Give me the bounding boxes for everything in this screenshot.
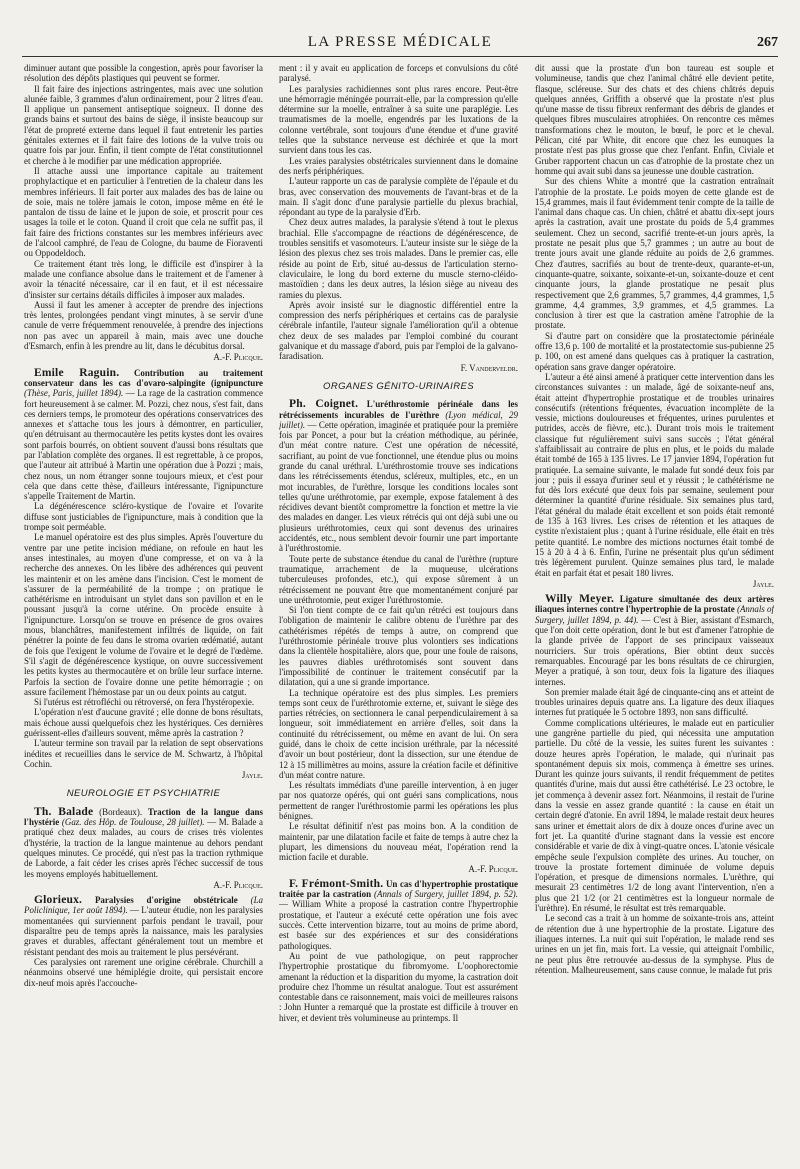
paragraph: L'auteur rapporte un cas de paralysie complète de l'épaule et du bras, avec conservation des mouvements de l'avant-bras et de la main. Il s'agit donc d'une paralysie partielle du plexus brachial, répondant au type de la paralysie d'Erb. <box>279 176 518 218</box>
signature: A.-F. Plicque. <box>213 352 263 363</box>
article-coignet <box>279 399 518 553</box>
paragraph: Si d'autre part on considère que la prostatectomie périnéale offre 13,6 p. 100 de mortalité et la prostatectomie sus-pubienne 25 p. 100, on est amené dans quelques cas à pratiquer la castration, opération sans grave danger opératoire. <box>535 330 774 372</box>
article-body: — M. Balade a pratiqué chez deux malades, au cours de crises très violentes d'hystérie, la traction de la langue maintenue au dehors pendant quelques minutes. Ce procédé, qui n'est pas la traction rythmique de Laborde, a fait céder les crises après l'échec successif de tous les moyens employés habituellement. <box>24 817 263 879</box>
column-left <box>24 63 263 1161</box>
article-title: Contribution au traitement conservateur dans les cas d'ovaro-salpingite (ignipuncture <box>24 367 263 388</box>
article-title: Traction de la langue dans l'hystérie <box>24 806 263 828</box>
paragraph: Toute perte de substance étendue du canal de l'urèthre (rupture traumatique, arrachement de la muqueuse, ulcérations tuberculeuses profondes, etc.), qui expose sûrement à un rétrécissement ne pouvant être que momentanément conjuré par une uréthrotomie, peut exiger l'uréthrostomie. <box>279 553 518 605</box>
signature: A.-F. Plicque. <box>468 863 518 874</box>
article-author: Emile Raguin. <box>34 366 120 379</box>
paragraph: L'auteur a été ainsi amené à pratiquer cette intervention dans les circonstances suivantes : un malade, âgé de soixante-neuf ans, était atteint d'hypertrophie prostatique et de troubles urinaires consécutifs (rétentions fréquentes, évacuation incomplète de la vessie, mictions douloureuses et fréquentes, urines purulentes et putrides, accès de fièvre, etc.). Durant trois mois le traitement classique fut régulièrement suivi sans succès ; l'état général s'affaiblissait au contraire de plus en plus, et le poids du malade était tombé de 165 à 135 livres. Le 17 janvier 1894, l'opération fut pratiquée. La semaine suivante, le malade fut sondé deux fois par jour ; puis il essaya d'uriner seul et y réussit ; le cathétérisme ne fut dès lors exécuté que deux fois par semaine, seulement pour déterminer la quantité d'urine résiduale. Six semaines plus tard, l'état général du malade était excellent et son poids était remonté de 135 à 163 livres. Les crises de rétention et les attaques de cystite n'existaient plus ; quant à l'urine résiduale, elle était en très petite quantité. Le nombre des mictions nocturnes était tombé de 15 à 20 à 4 à 6. Enfin, l'urine ne présentait plus qu'un sédiment très légèrement purulent. Quinze semaines plus tard, le malade était en parfait état et pesait 180 livres. <box>535 371 774 578</box>
paragraph: La technique opératoire est des plus simples. Les premiers temps sont ceux de l'uréthrotomie externe, et, suivant le siège des parties rétrécies, on sectionnera le canal perpendiculairement à sa longueur, soit immédiatement en arrière d'elles, soit dans la continuité du rétrécissement, ou même en avant de lui. On sera guidé, dans le choix de cette incision uréthrale, par la nécessité d'avoir un bout postérieur, dont la dissection, sur une étendue de 12 à 15 millimètres au moins, assure la création facile et définitive d'un méat contre nature. <box>279 687 518 780</box>
signature: Jayle. <box>752 578 774 589</box>
article-author: Th. Balade <box>34 805 94 818</box>
section-heading-genito-urinary: ORGANES GÉNITO-URINAIRES <box>323 380 474 392</box>
paragraph: dit aussi que la prostate d'un bon taureau est souple et volumineuse, tandis que chez l'animal châtré elle devient petite, flasque, scléreuse. Sur des chats et des chiens châtrés depuis quelques années, Griffith a observé que la prostate n'est plus qu'une masse de tissu fibreux renfermant des débris de glandes et quelques fibres musculaires atrophiées. On rencontre ces mêmes transformations chez le mouton, le bœuf, le porc et le cheval. Pélican, cité par White, dit encore que chez les eunuques la prostate n'est pas plus grosse que chez l'enfant. Enfin, Civiale et Gruber rapportent chacun un cas d'atrophie de la prostate chez un homme qui avait subi dans sa jeunesse une double castration. <box>535 63 774 176</box>
article-citation: (Annals of Surgery, juillet 1894, p. 44). <box>535 604 774 625</box>
paragraph: Comme complications ultérieures, le malade eut en particulier une gangrène partielle du pied, qui nécessita une amputation partielle. Du côté de la vessie, les suites furent les suivantes : douze heures après l'opération, le malade, qui n'urinait pas spontanément depuis six mois, commença à émettre ses urines. Durant les quinze jours suivants, il rendit fréquemment de petites quantités d'urine, mais dut aussi être cathétérisé. Le 23 octobre, le jet commença à devenir assez fort. Néanmoins, il restait de l'urine dans la vessie en assez grande quantité : la cause en était un certain degré d'atonie. En avril 1894, le malade restait deux heures sans uriner et émettait alors de dix à douze onces d'urine avec un fort jet. La quantité d'urine stagnant dans la vessie est encore considérable et varie de dix à vingt-quatre onces. L'atonie vésicale empêche seule l'expulsion complète des urines. Au toucher, on trouve la prostate fortement diminuée de volume depuis l'opération, et presque de dimensions normales. L'urèthre, qui mesurait 23 centimètres 1/2 de long avant l'intervention, n'en a plus que 21 1/2 (or 21 centimètres est la longueur normale de l'urèthre). En résumé, le résultat est très remarquable. <box>535 717 774 914</box>
paragraph: ment : il y avait eu application de forceps et convulsions du côté paralysé. <box>279 63 518 84</box>
article-author: Willy Meyer. <box>545 593 615 606</box>
signature: F. Vanderveldr. <box>460 362 518 373</box>
page-number: 267 <box>757 35 778 50</box>
paragraph: Au point de vue pathologique, on peut rapprocher l'hypertrophie prostatique du fibromyome. L'oophorectomie amenant la réduction et la disparition du myome, la castration doit produire chez l'homme un résultat analogue. Tout est assurément contestable dans ce raisonnement, mais voici de meilleures raisons : John Hunter a remarqué que la prostate est difficile à trouver en hiver, et devient très volumineuse au printemps. Il <box>279 950 518 1023</box>
running-header <box>22 34 778 57</box>
article-fremont-smith <box>279 879 518 951</box>
article-meyer <box>535 594 774 687</box>
paragraph: Après avoir insisté sur le diagnostic différentiel entre la compression des nerfs périphériques et certains cas de paralysie cérébrale infantile, l'auteur signale l'amélioration qu'il a obtenue chez deux de ses malades par l'emploi combiné du courant galvanique et du massage d'abord, puis par l'emploi de la galvano-faradisation. <box>279 299 518 362</box>
paragraph: L'auteur termine son travail par la relation de sept observations inédites et recueillies dans le service de M. Schwartz, à l'hôpital Cochin. <box>24 738 263 769</box>
article-heading <box>34 807 93 817</box>
signature: A.-F. Plicque. <box>213 879 263 890</box>
paragraph: Ces paralysies ont rarement une origine cérébrale. Churchill a néanmoins observé une hémiplégie droite, qui persistait encore dix-neuf mois après l'accouche- <box>24 956 263 988</box>
article-citation: (Gaz. des Hôp. de Toulouse, 28 juillet). <box>61 817 205 828</box>
column-middle <box>279 63 518 1161</box>
article-body: — La rage de la castration commence fort heureusement à se calmer. M. Pozzi, chez nous, s'est fait, dans ces derniers temps, le promoteur des opérations conservatrices des annexes et s'attache tous les jours à démontrer, en particulier, qu'en détruisant au thermocautère les petits kystes dont les ovaires sont parfois bourrés, on obtient souvent d'aussi bons résultats que par l'ablation complète des organes. Il est regrettable, à ce propos, que l'auteur ait attribué à Martin une opération due à Pozzi ; mais, chez nous, un nom étranger sonne toujours mieux, et c'est pour cela que dans cette thèse, d'ailleurs intéressante, l'ignipuncture s'appelle Traitement de Martin. <box>24 388 263 502</box>
article-citation: (Thèse, Paris, juillet 1894). <box>24 388 124 399</box>
article-title: Ligature simultanée des deux artères iliaques internes contre l'hypertrophie de la prostate <box>535 594 774 615</box>
article-body: — Cette opération, imaginée et pratiquée pour la première fois par Poncet, a pour but la création méthodique, au périnée, d'un méat contre nature. C'est une opération de nécessité, sacrifiant, au point de vue fonctionnel, une étendue plus ou moins grande du canal uréthral. L'uréthrostomie trouve ses indications dans les rétrécissements étendus, scléreux, multiples, etc., en un mot incurables, de l'urèthre, lorsque les conditions locales sont telles qu'une uréthrotomie, par exemple, expose fatalement à des récidives devant bientôt compromettre la fonction et mettre la vie des malades en danger. Les vieux rétrécis qui ont déjà subi une ou plusieurs uréthrotomies, ceux qui sont devenus des urinaires accidentés, etc., nous semblent devoir fournir une part importante à l'uréthrostomie. <box>279 419 518 554</box>
article-title: Un cas d'hypertrophie prostatique traitée par la castration <box>279 878 518 900</box>
paragraph: Le manuel opératoire est des plus simples. Après l'ouverture du ventre par une petite incision médiane, on refoule en haut les anses intestinales, au moyen d'une compresse, et on va à la recherche des annexes. On les libère des adhérences qui peuvent les maintenir et on les amène dans l'incision. C'est le moment de s'assurer de la perméabilité de la trompe ; on pratique le cathétérisme en introduisant un stylet dans son pavillon et en le poussant jusqu'à la corne utérine. On procède ensuite à l'ignipuncture. Lorsqu'on se trouve en présence de gros ovaires mous, blanchâtres, manifestement infiltrés de liquide, on fait pénétrer la pointe de feu dans le stroma ovarien œdématié, autant de fois que l'exigent le volume de l'ovaire et le degré de l'œdème. S'il s'agit de dégénérescence kystique, on ouvre successivement les petits kystes au thermocautère et on brûle leur surface interne. Parfois la section de l'ovaire donne une petite hémorragie ; on assure facilement l'hémostase par un ou deux points au catgut. <box>24 532 263 697</box>
paragraph: Si l'on tient compte de ce fait qu'un rétréci est toujours dans l'obligation de maintenir le calibre obtenu de l'urèthre par des cathétérismes répétés de temps à autre, on comprend que l'uréthrostomie périnéale trouve plus volontiers ses indications dans la clientèle hospitalière, alors que, pour une foule de raisons, les pauvres diables uréthrotomisés sont souvent dans l'impossibilité de continuer le traitement consécutif par la dilatation, qui a une si grande importance. <box>279 605 518 688</box>
article-heading <box>34 895 238 905</box>
article-body: — William White a proposé la castration contre l'hypertrophie prostatique, et l'auteur a exécuté cette opération une fois avec succès. Cette intervention bizarre, tout au moins de prime abord, est basée sur des expériences et sur des considérations pathologiques. <box>279 899 518 951</box>
paragraph: Les résultats immédiats d'une pareille intervention, à en juger par nos quatorze opérés, qui ont guéri sans complications, nous permettent de ranger l'uréthrostomie parmi les opérations les plus bénignes. <box>279 780 518 822</box>
paragraph: Ce traitement étant très long, le difficile est d'inspirer à la malade une confiance absolue dans le traitement et de l'amener à avoir la ténacité nécessaire, car il en faut, et il est nécessaire d'insister sur certains détails difficiles à imposer aux malades. <box>24 258 263 300</box>
article-citation: (Annals of Surgery, juillet 1894, p. 52). <box>374 889 518 900</box>
paragraph: Il attache aussi une importance capitale au traitement prophylactique et en particulier à l'entretien de la chaleur dans les membres inférieurs. Il fait porter aux malades des bas de laine ou de soie, mais ne tolère jamais le coton, impose même en été le pantalon de tissu de laine et le jupon de soie, et proscrit pour ces usages la toile et le coton. Quand il croit que cela ne suffit pas, il fait faire des frictions constantes sur les membres inférieurs avec de l'alcool camphré, de l'eau de Cologne, du baume de Fioraventi ou Oppodeldoch. <box>24 165 263 259</box>
paragraph: Chez deux autres malades, la paralysie s'étend à tout le plexus brachial. Elle s'accompagne de réactions de dégénérescence, de troubles sensitifs et vasomoteurs. L'auteur insiste sur le siège de la lésion des plexus chez ses trois malades. Dans le premier cas, elle réside au point de Erb, situé au-dessus de l'articulation sterno-claviculaire, le long du bord externe du muscle sterno-cléido-mastoïdien ; dans les deux autres, la lésion siège au niveau des ramies du plexus. <box>279 217 518 300</box>
paragraph: Les paralysies rachidiennes sont plus rares encore. Peut-être une hémorragie méningée pourrait-elle, par la compression qu'elle détermine sur la moelle, entraîner à sa suite une paraplégie. Les traumatismes de la moelle, engendrés par les luxations de la colonne vertébrale, sont toujours d'une étendue et d'une gravité telles que la substance nerveuse est déchirée et que la mort survient dans tous les cas. <box>279 83 518 156</box>
article-body: — C'est à Bier, assistant d'Esmarch, que l'on doit cette opération, dont le but est d'amener l'atrophie de la glande privée de l'apport de ses principaux vaisseaux nourriciers. Sur trois opérations, Bier obtint deux succès remarquables. Encouragé par les bons résultats de ce chirurgien, Meyer a pratiqué, à son tour, deux fois la ligature des iliaques internes. <box>535 614 774 687</box>
section-heading-neurology: NEUROLOGIE ET PSYCHIATRIE <box>66 788 221 800</box>
paragraph: Si l'utérus est rétrofléchi ou rétroversé, on fera l'hystéropexie. <box>34 697 255 708</box>
article-citation: (La Policlinique, 1er août 1894). <box>24 895 263 916</box>
article-title: L'uréthrostomie périnéale dans les rétrécissements incurables de l'urèthre <box>279 399 518 420</box>
paragraph: diminuer autant que possible la congestion, après pour favoriser la résolution des dépôts plastiques qui peuvent se former. <box>24 63 263 84</box>
article-citation: (Lyon médical, 29 juillet). <box>279 409 518 430</box>
article-raguin <box>24 368 263 502</box>
article-author: Ph. Coignet. <box>289 398 359 411</box>
paragraph: Le résultat définitif n'est pas moins bon. A la condition de maintenir, par une dilatation facile et faite de temps à autre chez la plupart, les dimensions du nouveau méat, l'opération rend la miction facile et durable. <box>279 821 518 863</box>
paragraph: Le second cas a trait à un homme de soixante-trois ans, atteint de rétention due à une hypertrophie de la prostate. Ligature des iliaques internes. La nuit qui suit l'opération, le malade rend ses urines en un jet fin, mais fort. La vessie, qui atteignait l'ombilic, ne peut plus être retrouvée au-dessus de la symphyse. Plus de rétention. Malheureusement, sans cause connue, le malade fut pris <box>535 913 774 975</box>
paragraph: La dégénérescence scléro-kystique de l'ovaire et l'ovarite diffuse sont justiciables de l'ignipuncture, mais à condition que la trompe soit perméable. <box>24 501 263 533</box>
article-title: Paralysies d'origine obstétricale <box>94 895 238 906</box>
article-location: (Bordeaux). <box>99 806 143 817</box>
paragraph: L'opération n'est d'aucune gravité ; elle donne de bons résultats, mais échoue aussi quelquefois chez les hystériques. Ces dernières guérissent-elles d'ailleurs souvent, même après la castration ? <box>24 707 263 738</box>
article-author: F. Frémont-Smith. <box>289 877 384 890</box>
paragraph: Les vraies paralysies obstétricales surviennent dans le domaine des nerfs périphériques. <box>279 155 518 176</box>
article-author: Glorieux. <box>34 894 83 907</box>
article-balade <box>24 807 263 879</box>
article-heading <box>24 368 263 388</box>
article-glorieux <box>24 895 263 957</box>
paragraph: Sur des chiens White a montré que la castration entraînait l'atrophie de la prostate. Le poids moyen de cette glande est de 15,4 grammes, mais il faut évidemment tenir compte de la taille de l'animal dans chaque cas. Un chien, châtré et abattu dix-sept jours après la castration, avait une prostate du poids de 5,4 grammes seulement. Chez un second, sacrifié trente-et-un jours après, la prostate ne pesait plus que 5,7 grammes ; un autre au bout de trente jours avait une glande réduite au poids de 2,6 grammes. Chez d'autres, sacrifiés au bout de trente-deux, quarante-et-un, cinquante-quatre, soixante, soixante-et-un, soixante-douze et cent cinquante jours, la glande prostatique ne pesait plus respectivement que 2,6 grammes, 5,7 grammes, 4,4 grammes, 1,5 gramme, 4,4 grammes, 3,9 grammes, et 4,5 grammes. La conclusion à tirer est que la castration amène l'atrophie de la prostate. <box>535 176 774 331</box>
article-body: — L'auteur étudie, non les paralysies momentanées qui surviennent parfois pendant le travail, pour disparaître peu de temps après la naissance, mais les paralysies graves et durables, affectant généralement tout un membre et résistant pendant des mois au traitement le plus persévérant. <box>24 905 263 957</box>
signature: Jayle. <box>241 770 263 781</box>
paragraph: Aussi il faut les amener à accepter de prendre des injections très lentes, prolongées pendant vingt minutes, à se servir d'une canule de verre fréquemment renouvelée, à prendre des injections non pas avec un appareil à main, mais avec une douche d'Esmarch, enfin à les prendre au lit, dans le décubitus dorsal. <box>24 299 263 352</box>
journal-title: LA PRESSE MÉDICALE <box>307 34 493 50</box>
paragraph: Son premier malade était âgé de cinquante-cinq ans et atteint de troubles urinaires depuis quatre ans. La ligature des deux iliaques internes fut pratiquée le 5 octobre 1893, non sans difficulté. <box>535 686 774 718</box>
column-right <box>535 63 774 1161</box>
paragraph: Il fait faire des injections astringentes, mais avec une solution alunée faible, 3 grammes d'alun ordinairement, pour 2 litres d'eau. Il applique un pansement antiseptique soigneux. Il donne des grands bains et surtout des bains de siège, il insiste beaucoup sur l'état de propreté externe dans lequel il faut entretenir les parties génitales externes et il fait faire des lotions de la vulve trois ou quatre fois par jour. Enfin, il tient compte de l'état constitutionnel et cherche à le modifier par une médication appropriée. <box>24 83 263 166</box>
